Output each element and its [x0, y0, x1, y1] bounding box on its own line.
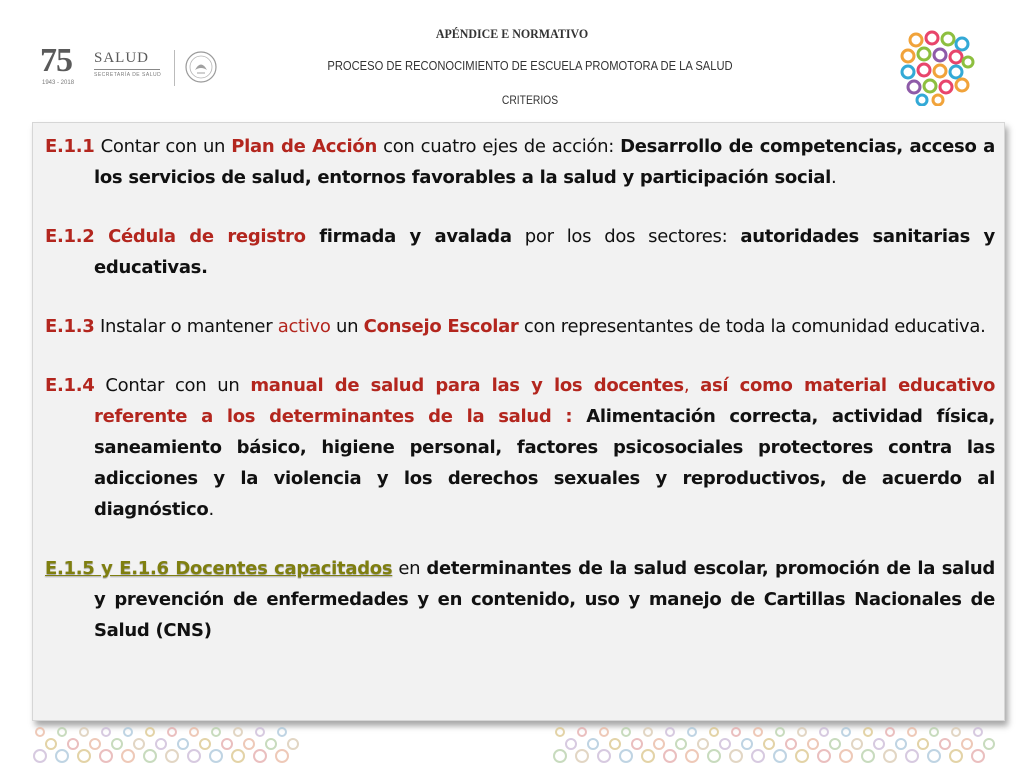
- decorative-flower-icon: [232, 750, 244, 762]
- decorative-flower-icon: [112, 739, 122, 749]
- criteria-list: [45, 131, 995, 674]
- decorative-flower-icon: [566, 739, 576, 749]
- decorative-flower-icon: [600, 728, 608, 736]
- decorative-flower-icon: [754, 728, 762, 736]
- decorative-flower-icon: [642, 750, 654, 762]
- criterion-highlight: así como material educativo referente a los determinantes de la salud :: [94, 375, 996, 427]
- criterion-text: un: [330, 316, 364, 337]
- decorative-flower-icon: [102, 728, 110, 736]
- logo-salud-subtitle: SECRETARÍA DE SALUD: [94, 72, 162, 78]
- decorative-flower-icon: [644, 728, 652, 736]
- decorative-flower-icon: [774, 750, 786, 762]
- decorative-flower-icon: [708, 750, 720, 762]
- decorative-flower-icon: [576, 750, 588, 762]
- decorative-flower-icon: [46, 739, 56, 749]
- decorative-flower-icon: [884, 750, 896, 762]
- decorative-flower-icon: [278, 728, 286, 736]
- decorative-flower-icon: [928, 750, 940, 762]
- colored-circles-logo-icon: [900, 30, 976, 106]
- decorative-flower-icon: [666, 728, 674, 736]
- criterion-text: Instalar o mantener: [94, 316, 278, 337]
- decorative-flower-icon: [610, 739, 620, 749]
- decorative-flower-icon: [818, 750, 830, 762]
- decorative-flower-icon: [820, 728, 828, 736]
- page-title: APÉNDICE E NORMATIVO: [435, 26, 589, 41]
- criterion-code: E.1.5 y E.1.6 Docentes capacitados: [45, 558, 393, 579]
- decorative-flower-icon: [190, 728, 198, 736]
- logo-salud-text: SALUD: [94, 50, 150, 66]
- decorative-flower-icon: [840, 750, 852, 762]
- criterion-highlight: Cédula de registro: [94, 226, 306, 247]
- decorative-flower-icon: [90, 739, 100, 749]
- decorative-flower-icon: [952, 728, 960, 736]
- decorative-flower-icon: [852, 739, 862, 749]
- decorative-flower-icon: [212, 728, 220, 736]
- decorative-flower-icon: [156, 739, 166, 749]
- decorative-flower-icon: [124, 728, 132, 736]
- decorative-flower-icon: [34, 750, 46, 762]
- decorative-flower-icon: [918, 739, 928, 749]
- decorative-flower-icon: [58, 728, 66, 736]
- decorative-flower-icon: [752, 750, 764, 762]
- decorative-flower-icon: [234, 728, 242, 736]
- decorative-flower-icon: [984, 739, 994, 749]
- criterion-highlight: ,: [683, 375, 701, 396]
- criterion-text: con cuatro ejes de acción:: [377, 136, 621, 157]
- decorative-flower-icon: [730, 750, 742, 762]
- logo-75-number: 75: [40, 42, 72, 79]
- decorative-flower-icon: [886, 728, 894, 736]
- logo-years: 1943 - 2018: [42, 80, 75, 86]
- decorative-flower-icon: [974, 728, 982, 736]
- criterion-text: .: [208, 499, 214, 520]
- criterion-text: en: [392, 558, 427, 579]
- criterion-bold: Alimentación correcta, actividad física, saneamiento básico, higiene personal, factores psicosociales protectores contra las adicciones y la violencia y los derechos sexuales y reproductivos, de acuerdo al diagnóstico: [94, 406, 995, 520]
- criterion-code: E.1.4: [45, 375, 95, 396]
- criterion-highlight: manual de salud para las y los docentes: [250, 375, 684, 396]
- decorative-flower-icon: [632, 739, 642, 749]
- decorative-flower-icon: [908, 728, 916, 736]
- decorative-flower-icon: [178, 739, 188, 749]
- decorative-flower-icon: [796, 750, 808, 762]
- decorative-flower-icon: [906, 750, 918, 762]
- criterion-bold: autoridades sanitarias y educativas.: [94, 226, 995, 278]
- decorative-flower-icon: [688, 728, 696, 736]
- criterion-text: .: [830, 167, 837, 188]
- decorative-flower-icon: [874, 739, 884, 749]
- decorative-flower-icon: [720, 739, 730, 749]
- decorative-flower-icon: [80, 728, 88, 736]
- criterion-e-1-4: [45, 370, 995, 525]
- criterion-bold: firmada y avalada: [305, 226, 512, 247]
- decorative-flower-icon: [134, 739, 144, 749]
- decorative-flower-icon: [166, 750, 178, 762]
- criterion-code: E.1.3: [45, 316, 95, 337]
- criterion-text: Contar con un: [94, 375, 251, 396]
- decorative-flower-icon: [78, 750, 90, 762]
- criterion-bold: Desarrollo de competencias, acceso a los servicios de salud, entornos favorables a la salud y participación social: [94, 136, 996, 188]
- decorative-flower-icon: [864, 728, 872, 736]
- decorative-flower-icon: [896, 739, 906, 749]
- decorative-flower-icon: [578, 728, 586, 736]
- criterion-text: Contar con un: [94, 136, 232, 157]
- criterion-highlight: Plan de Acción: [231, 136, 378, 157]
- decorative-flower-icon: [798, 728, 806, 736]
- decorative-flower-icon: [862, 750, 874, 762]
- decorative-flower-icon: [842, 728, 850, 736]
- decorative-flower-icon: [188, 750, 200, 762]
- process-subtitle: PROCESO DE RECONOCIMIENTO DE ESCUELA PROMOTORA DE LA SALUD: [327, 58, 733, 73]
- decorative-flower-icon: [710, 728, 718, 736]
- decorative-flower-icon: [222, 739, 232, 749]
- decorative-flower-icon: [940, 739, 950, 749]
- criterion-e-1-1: [45, 131, 995, 193]
- decorative-flower-icon: [168, 728, 176, 736]
- decorative-flower-icon: [256, 728, 264, 736]
- decorative-flower-icon: [622, 728, 630, 736]
- decorative-pattern-footer: [0, 722, 1024, 768]
- decorative-flower-icon: [556, 728, 564, 736]
- decorative-flower-icon: [676, 739, 686, 749]
- decorative-flower-icon: [244, 739, 254, 749]
- decorative-flower-icon: [254, 750, 266, 762]
- criterion-code: E.1.2: [45, 226, 95, 247]
- decorative-flower-icon: [266, 739, 276, 749]
- decorative-flower-icon: [588, 739, 598, 749]
- decorative-flower-icon: [200, 739, 210, 749]
- decorative-flower-icon: [830, 739, 840, 749]
- decorative-flower-icon: [554, 750, 566, 762]
- criterion-text: con representantes de toda la comunidad educativa.: [518, 316, 986, 337]
- decorative-flower-icon: [786, 739, 796, 749]
- criterion-bold: determinantes de la salud escolar, promoción de la salud y prevención de enfermedades y en contenido, uso y manejo de Cartillas Nacionales de Salud (CNS): [94, 558, 995, 641]
- decorative-flower-icon: [620, 750, 632, 762]
- decorative-flower-icon: [36, 728, 44, 736]
- criteria-panel: [32, 122, 1005, 721]
- criterion-code: E.1.1: [45, 136, 95, 157]
- decorative-flower-icon: [276, 750, 288, 762]
- decorative-flower-icon: [598, 750, 610, 762]
- decorative-flower-icon: [698, 739, 708, 749]
- decorative-flower-icon: [210, 750, 222, 762]
- decorative-flower-icon: [962, 739, 972, 749]
- criterion-highlight: Consejo Escolar: [363, 316, 519, 337]
- criterion-e-1-3: [45, 311, 995, 342]
- decorative-flower-icon: [664, 750, 676, 762]
- section-label: CRITERIOS: [501, 93, 559, 107]
- decorative-flower-icon: [68, 739, 78, 749]
- decorative-flower-icon: [732, 728, 740, 736]
- decorative-flower-icon: [146, 728, 154, 736]
- decorative-flower-icon: [950, 750, 962, 762]
- criterion-e-1-5-6: [45, 553, 995, 646]
- decorative-flower-icon: [764, 739, 774, 749]
- decorative-flower-icon: [122, 750, 134, 762]
- criterion-highlight: activo: [277, 316, 331, 337]
- decorative-flower-icon: [972, 750, 984, 762]
- decorative-flower-icon: [742, 739, 752, 749]
- decorative-flower-icon: [100, 750, 112, 762]
- decorative-flower-icon: [930, 728, 938, 736]
- decorative-flower-icon: [686, 750, 698, 762]
- criterion-e-1-2: [45, 221, 995, 283]
- decorative-flower-icon: [56, 750, 68, 762]
- criterion-text: por los dos sectores:: [511, 226, 741, 247]
- decorative-flower-icon: [654, 739, 664, 749]
- decorative-flower-icon: [144, 750, 156, 762]
- decorative-flower-icon: [776, 728, 784, 736]
- decorative-flower-icon: [288, 739, 298, 749]
- decorative-flower-icon: [808, 739, 818, 749]
